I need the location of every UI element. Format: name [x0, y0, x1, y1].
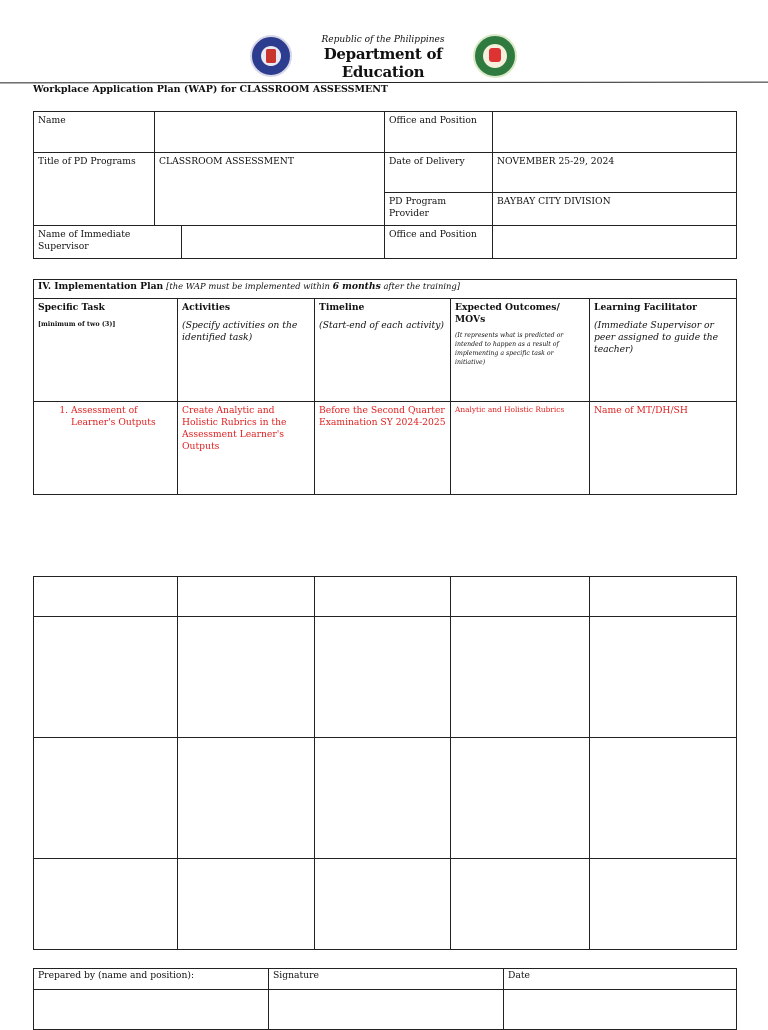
signoff-table	[33, 968, 737, 1030]
date-label: Date	[504, 969, 737, 990]
pd-title-label: Title of PD Programs	[34, 153, 155, 226]
col-specific-task: Specific Task [minimum of two (3)]	[34, 299, 178, 402]
table-row	[34, 617, 737, 738]
empty-cell[interactable]	[34, 859, 178, 950]
continuation-table	[33, 576, 737, 950]
empty-cell[interactable]	[590, 617, 737, 738]
department-name: Department of Education	[323, 45, 443, 81]
deped-seal-icon	[250, 35, 292, 77]
division-seal-icon	[473, 34, 517, 78]
empty-cell[interactable]	[315, 738, 451, 859]
col-timeline: Timeline (Start-end of each activity)	[315, 299, 451, 402]
republic-text: Republic of the Philippines	[321, 35, 445, 45]
col-expected-outcomes: Expected Outcomes/ MOVs (It represents what is predicted or intended to happen as a result of implementing a specific task or initiative)	[451, 299, 590, 402]
facilitator-cell[interactable]: Name of MT/DH/SH	[590, 402, 737, 495]
pd-title-field[interactable]: CLASSROOM ASSESSMENT	[155, 153, 385, 226]
office-position-field[interactable]	[493, 112, 737, 153]
empty-cell[interactable]	[34, 738, 178, 859]
empty-cell[interactable]	[451, 577, 590, 617]
signature-label: Signature	[269, 969, 504, 990]
empty-cell[interactable]	[590, 577, 737, 617]
activity-cell[interactable]: Create Analytic and Holistic Rubrics in the Assessment Learner's Outputs	[178, 402, 315, 495]
empty-cell[interactable]	[451, 738, 590, 859]
document-title: Workplace Application Plan (WAP) for CLASSROOM ASSESSMENT	[33, 84, 388, 95]
empty-cell[interactable]	[178, 738, 315, 859]
empty-cell[interactable]	[315, 859, 451, 950]
empty-cell[interactable]	[178, 577, 315, 617]
empty-cell[interactable]	[34, 577, 178, 617]
empty-cell[interactable]	[590, 859, 737, 950]
prepared-by-label: Prepared by (name and position):	[34, 969, 269, 990]
date-delivery-field[interactable]: NOVEMBER 25-29, 2024	[493, 153, 737, 193]
provider-label: PD Program Provider	[385, 193, 493, 226]
col-activities: Activities (Specify activities on the identified task)	[178, 299, 315, 402]
empty-cell[interactable]	[178, 859, 315, 950]
col-learning-facilitator: Learning Facilitator (Immediate Supervisor or peer assigned to guide the teacher)	[590, 299, 737, 402]
implementation-plan-table	[33, 279, 737, 495]
empty-cell[interactable]	[315, 577, 451, 617]
supervisor-label: Name of Immediate Supervisor	[34, 226, 182, 259]
empty-cell[interactable]	[451, 859, 590, 950]
office-position-field-2[interactable]	[493, 226, 737, 259]
name-label: Name	[34, 112, 155, 153]
table-row	[34, 859, 737, 950]
table-row	[34, 577, 737, 617]
table-row	[34, 738, 737, 859]
date-delivery-label: Date of Delivery	[385, 153, 493, 193]
task-item: 1. Assessment of Learner's Outputs	[71, 405, 173, 429]
empty-cell[interactable]	[178, 617, 315, 738]
section-heading: IV. Implementation Plan [the WAP must be implemented within 6 months after the training]	[34, 280, 737, 299]
timeline-cell[interactable]: Before the Second Quarter Examination SY 2024-2025	[315, 402, 451, 495]
task-cell[interactable]	[34, 402, 178, 495]
empty-cell[interactable]	[451, 617, 590, 738]
empty-cell[interactable]	[315, 617, 451, 738]
empty-cell[interactable]	[34, 617, 178, 738]
empty-cell[interactable]	[590, 738, 737, 859]
info-table	[33, 111, 737, 259]
provider-field[interactable]: BAYBAY CITY DIVISION	[493, 193, 737, 226]
outcome-cell[interactable]: Analytic and Holistic Rubrics	[451, 402, 590, 495]
name-field[interactable]	[155, 112, 385, 153]
office-position-label: Office and Position	[385, 112, 493, 153]
office-position-label-2: Office and Position	[385, 226, 493, 259]
supervisor-field[interactable]	[182, 226, 385, 259]
